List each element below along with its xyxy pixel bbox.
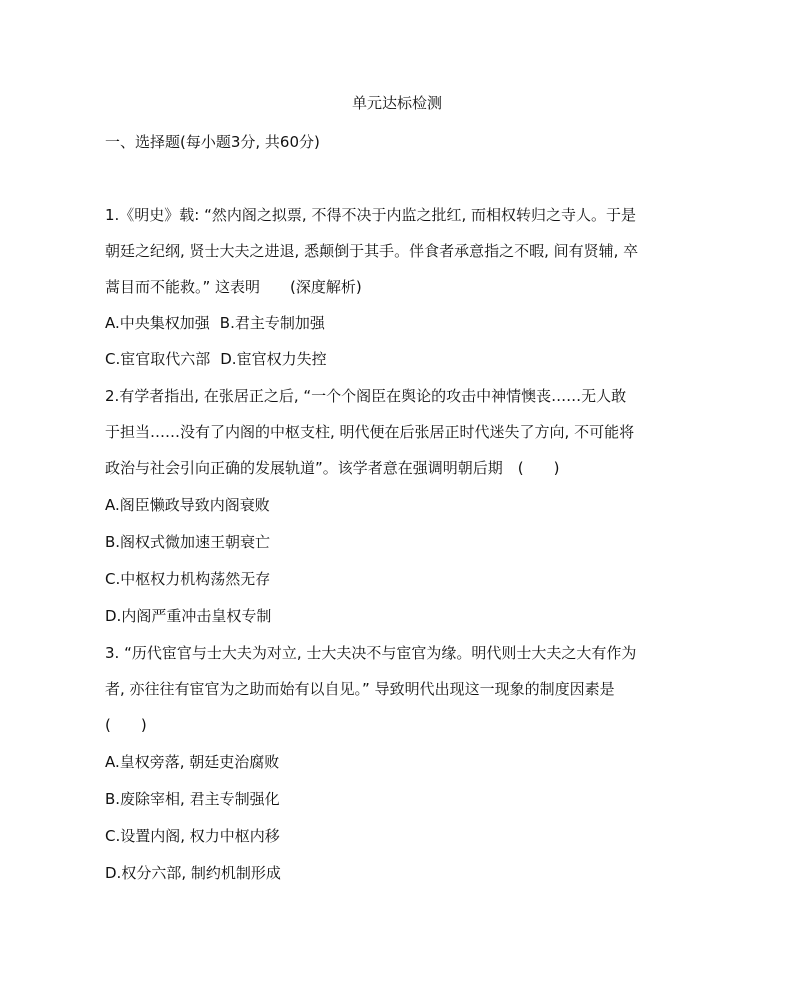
question-3-line-3: ( ) <box>105 716 147 734</box>
question-1-option-d: D.宦官权力失控 <box>220 350 327 368</box>
question-1-option-a: A.中央集权加强 <box>105 314 210 332</box>
question-3-line-2: 者, 亦往往有宦官为之助而始有以自见。” 导致明代出现这一现象的制度因素是 <box>105 680 615 698</box>
question-3-option-b: B.废除宰相, 君主专制强化 <box>105 790 280 808</box>
section-heading: 一、选择题(每小题3分, 共60分) <box>105 133 320 151</box>
question-1-line-2: 朝廷之纪纲, 贤士大夫之进退, 悉颠倒于其手。伴食者承意指之不暇, 间有贤辅, 卒 <box>105 242 639 260</box>
question-1-option-c: C.宦官取代六部 <box>105 350 211 368</box>
question-3-line-1: 3. “历代宦官与士大夫为对立, 士大夫决不与宦官为缘。明代则士大夫之大有作为 <box>105 644 637 662</box>
question-2-line-1: 2.有学者指出, 在张居正之后, “一个个阁臣在舆论的攻击中神情懊丧……无人敢 <box>105 387 627 405</box>
question-2-option-a: A.阁臣懒政导致内阁衰败 <box>105 496 270 514</box>
question-2-line-3: 政治与社会引向正确的发展轨道”。该学者意在强调明朝后期 ( ) <box>105 459 560 477</box>
question-3-option-a: A.皇权旁落, 朝廷吏治腐败 <box>105 753 280 771</box>
question-1-option-b: B.君主专制加强 <box>219 314 325 332</box>
question-2-option-c: C.中枢权力机构荡然无存 <box>105 570 271 588</box>
question-3-option-c: C.设置内阁, 权力中枢内移 <box>105 827 280 845</box>
question-1-options-row-1 <box>105 312 705 334</box>
document-title: 单元达标检测 <box>351 94 442 112</box>
question-2-option-d: D.内阁严重冲击皇权专制 <box>105 607 272 625</box>
question-1-line-3: 蒿目而不能救。” 这表明 (深度解析) <box>105 278 362 296</box>
question-3-option-d: D.权分六部, 制约机制形成 <box>105 864 281 882</box>
question-1-options-row-2 <box>105 348 705 370</box>
question-1-line-1: 1.《明史》载: “然内阁之拟票, 不得不决于内监之批红, 而相权转归之寺人。于是 <box>105 206 636 224</box>
question-2-option-b: B.阁权式微加速王朝衰亡 <box>105 533 271 551</box>
question-2-line-2: 于担当……没有了内阁的中枢支柱, 明代便在后张居正时代迷失了方向, 不可能将 <box>105 423 635 441</box>
